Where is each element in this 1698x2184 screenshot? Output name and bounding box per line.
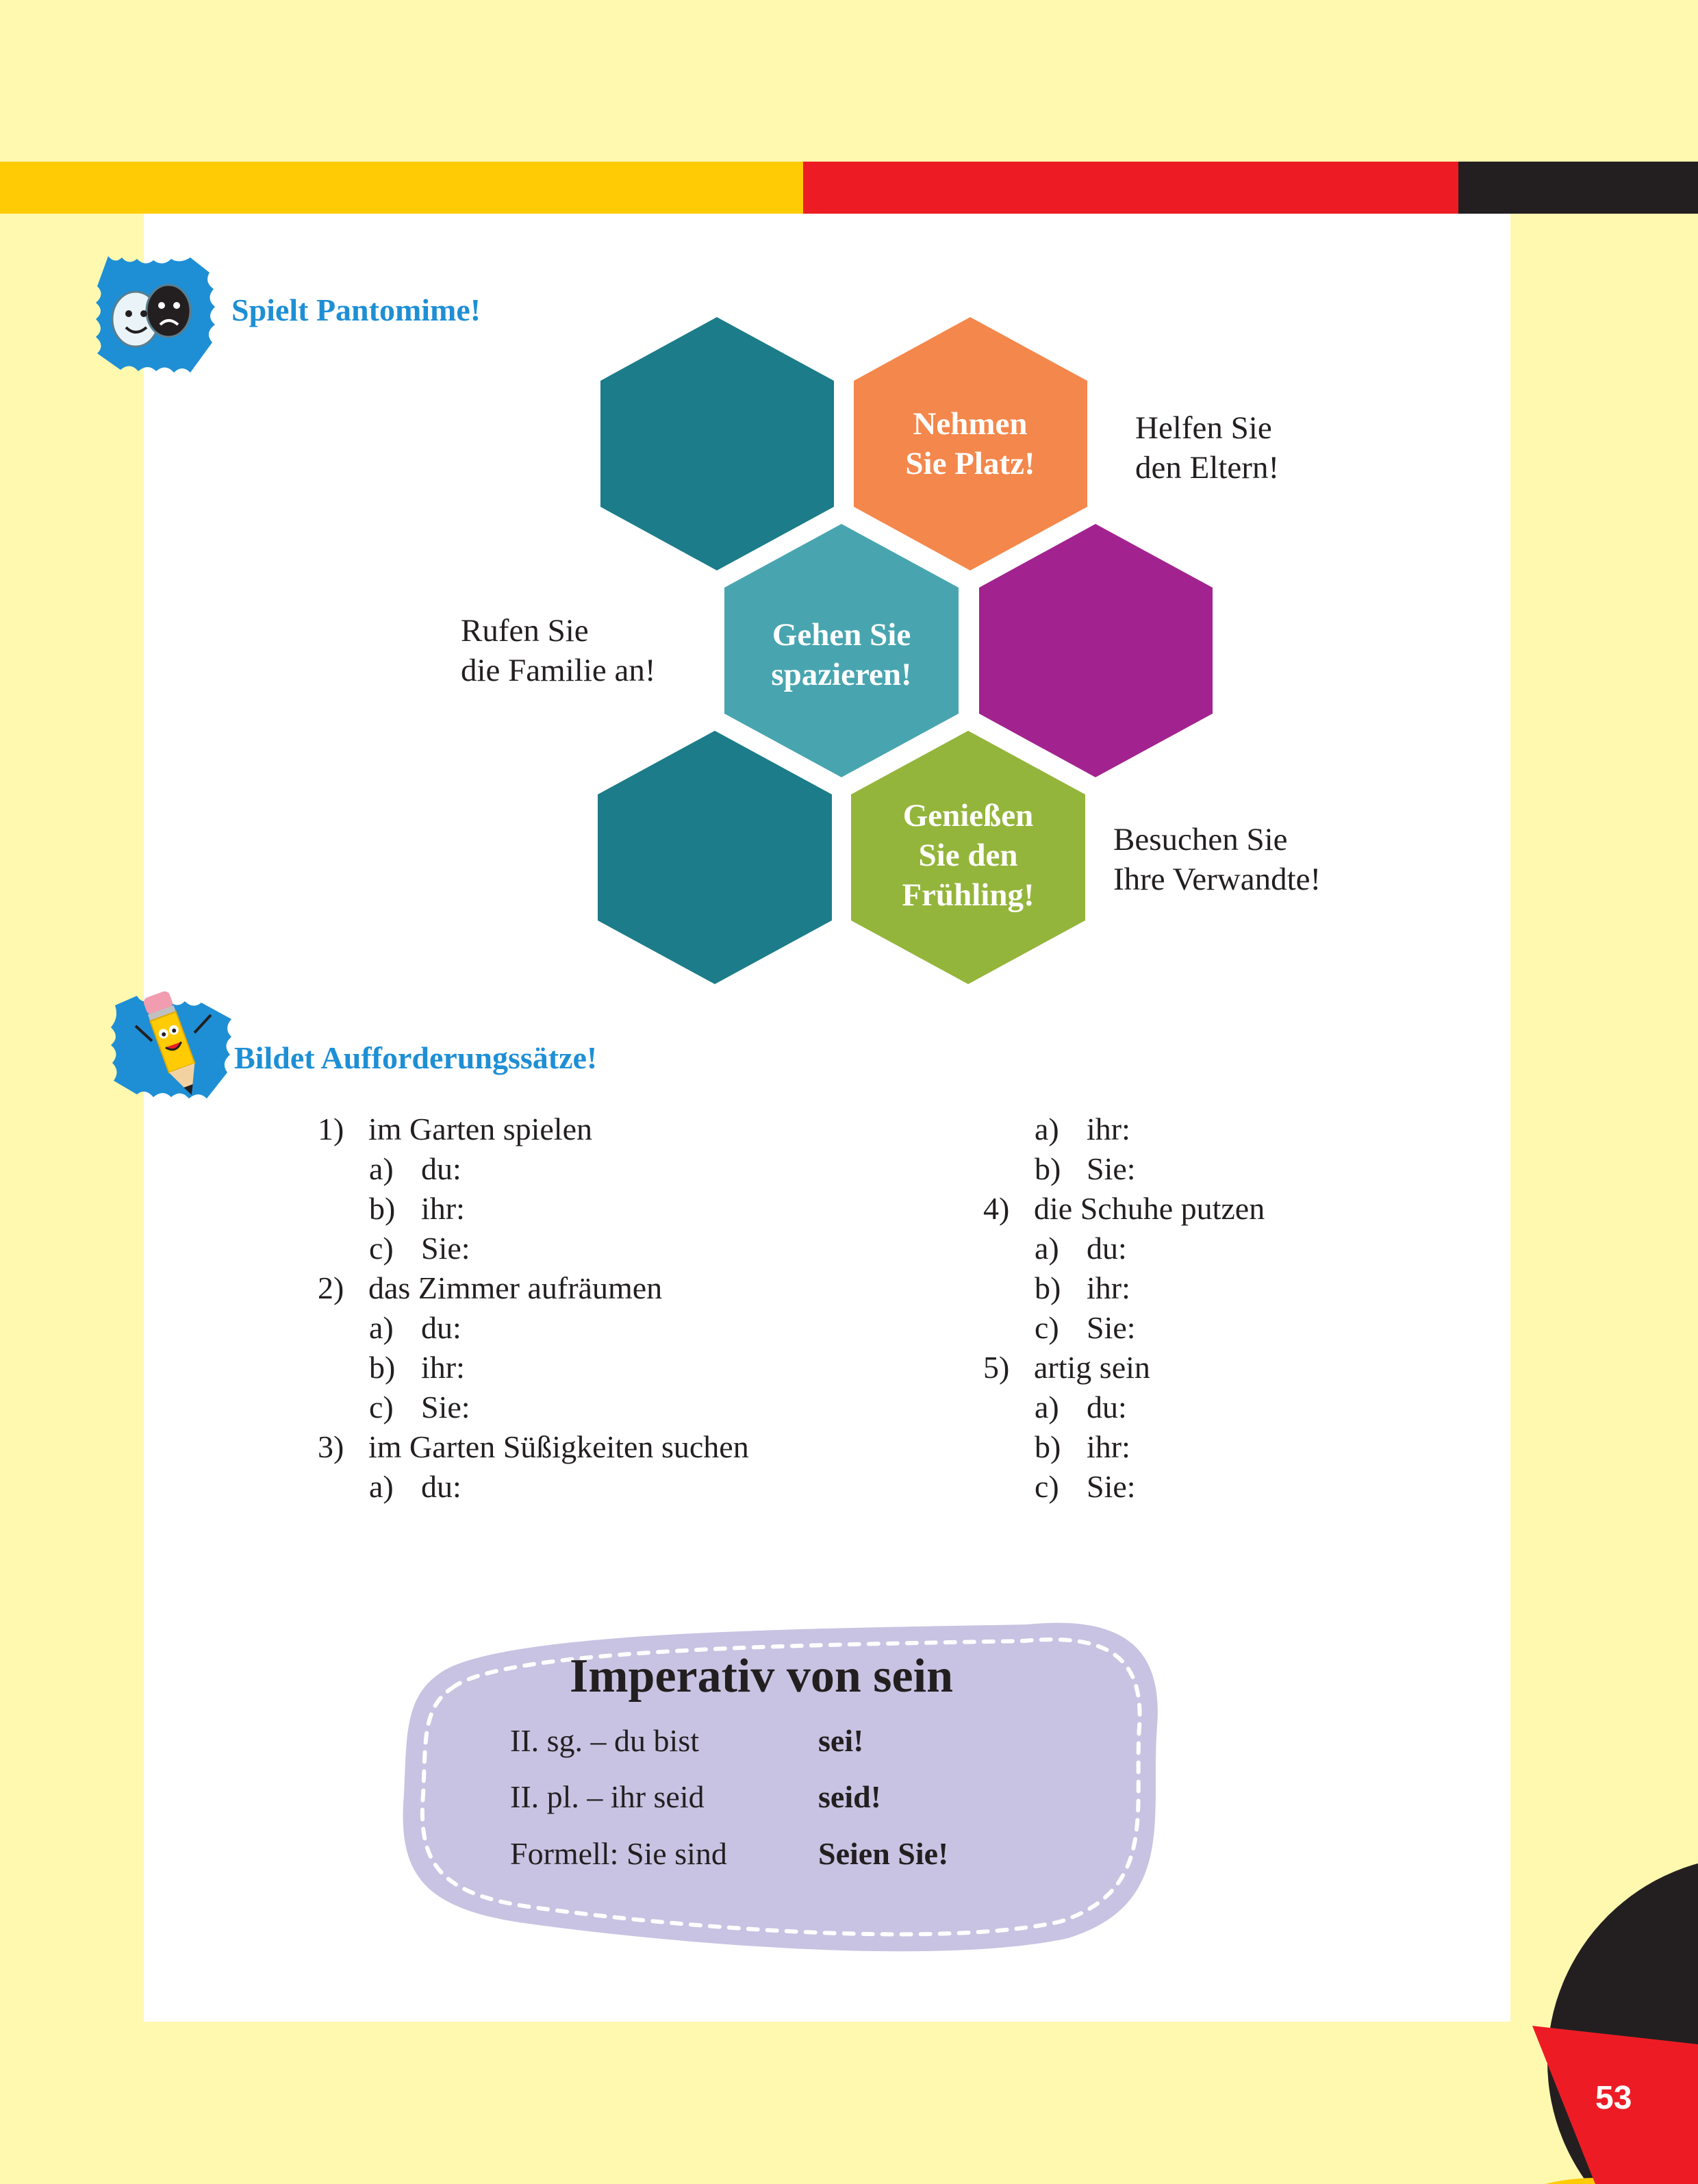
imperativ-row-right: seid!: [818, 1779, 881, 1814]
imperativ-title: Imperativ von sein: [570, 1650, 953, 1703]
imperativ-row-right: Seien Sie!: [818, 1836, 949, 1871]
imperativ-row-left: II. sg. – du bist: [510, 1723, 699, 1758]
list-item: b) ihr:: [1035, 1429, 1130, 1464]
list-item: b) ihr:: [1035, 1270, 1130, 1305]
side-text-rufen: Rufen Sie die Familie an!: [461, 613, 656, 688]
imperativ-row-left: Formell: Sie sind: [510, 1836, 727, 1871]
imperativ-row-left: II. pl. – ihr seid: [510, 1779, 705, 1814]
list-item: 4) die Schuhe putzen: [983, 1191, 1265, 1226]
list-item: 3) im Garten Süßigkeiten suchen: [318, 1429, 749, 1464]
hexagon-green-label: Genießen Sie den Frühling!: [902, 798, 1035, 913]
list-item: a) du:: [369, 1469, 461, 1504]
side-text-besuchen: Besuchen Sie Ihre Verwandte!: [1113, 822, 1321, 897]
section-heading-pantomime: Spielt Pantomime!: [231, 292, 481, 327]
list-item: 2) das Zimmer aufräumen: [318, 1270, 663, 1305]
list-item: a) du:: [1035, 1231, 1127, 1266]
section-heading-aufforderung: Bildet Aufforderungssätze!: [234, 1040, 598, 1075]
list-item: a) du:: [369, 1151, 461, 1186]
list-item: a) du:: [1035, 1390, 1127, 1424]
hexagon-orange-label: Nehmen Sie Platz!: [905, 406, 1035, 481]
hexagon-center-label: Gehen Sie spazieren!: [771, 617, 912, 692]
list-item: a) du:: [369, 1310, 461, 1345]
list-item: c) Sie:: [1035, 1310, 1136, 1345]
list-item: c) Sie:: [1035, 1469, 1136, 1504]
page-number: 53: [1595, 2080, 1632, 2116]
imperativ-row-right: sei!: [818, 1723, 864, 1758]
list-item: 5) artig sein: [983, 1350, 1150, 1385]
list-item: c) Sie:: [369, 1390, 470, 1424]
list-item: b) Sie:: [1035, 1151, 1136, 1186]
side-text-helfen: Helfen Sie den Eltern!: [1135, 410, 1280, 486]
list-item: a) ihr:: [1035, 1112, 1130, 1146]
list-item: b) ihr:: [369, 1350, 465, 1385]
list-item: b) ihr:: [369, 1191, 465, 1226]
list-item: c) Sie:: [369, 1231, 470, 1266]
list-item: 1) im Garten spielen: [318, 1112, 593, 1146]
